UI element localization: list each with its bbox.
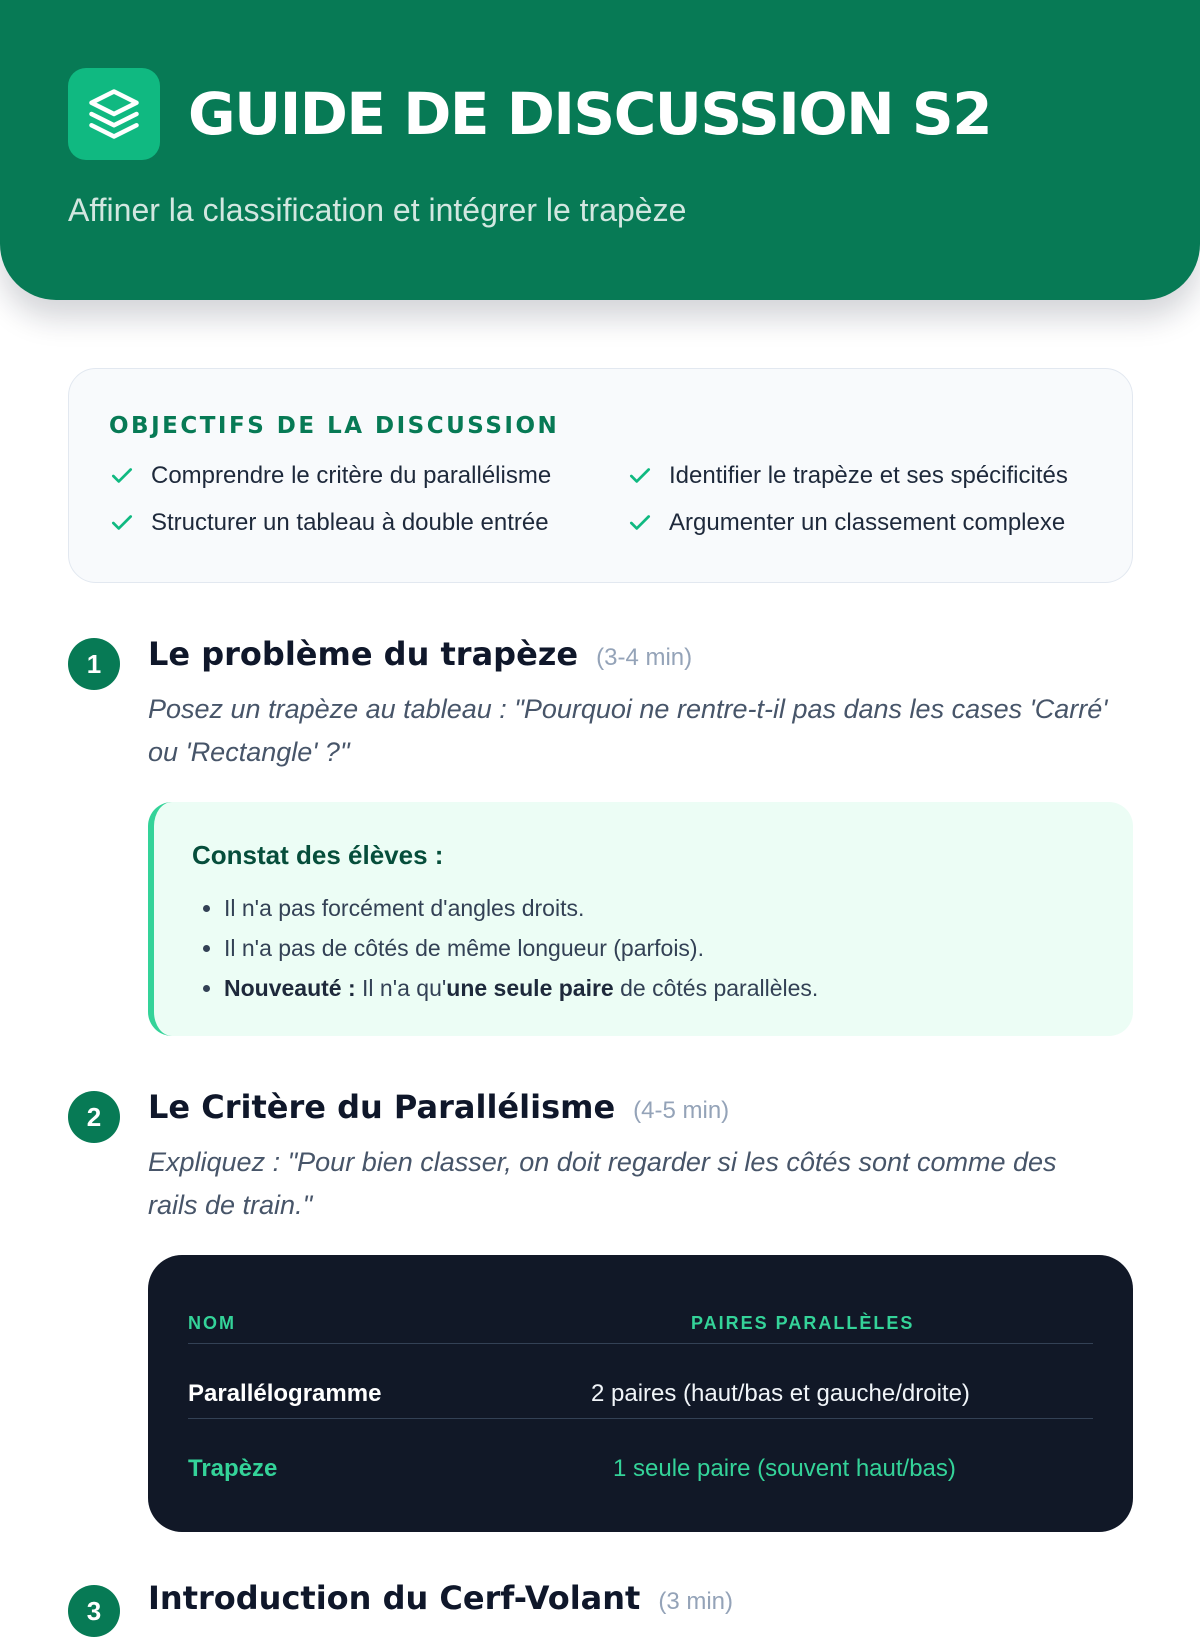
layers-icon (87, 87, 141, 141)
objective-item (109, 461, 551, 491)
page-subtitle: Affiner la classification et intégrer le trapèze (68, 192, 687, 228)
constat-item-emphasis: une seule paire (446, 975, 614, 1001)
check-icon (109, 463, 135, 489)
constat-item-text: de côtés parallèles. (613, 975, 819, 1001)
objective-item (109, 508, 549, 538)
check-icon (627, 510, 653, 536)
step-prompt: Expliquez : "Pour bien classer, on doit regarder si les côtés sont comme des rails de train." (148, 1147, 1057, 1220)
step-duration: (3 min) (658, 1588, 733, 1615)
step-number-badge: 3 (68, 1585, 120, 1637)
objective-label: Identifier le trapèze et ses spécificités (669, 462, 1068, 489)
step-title (148, 1087, 729, 1131)
table-cell-name: Parallélogramme (188, 1380, 382, 1407)
constat-item: • Il n'a pas de côtés de même longueur (parfois). (224, 928, 818, 968)
parallel-pairs-table (148, 1255, 1133, 1532)
step-prompt: Posez un trapèze au tableau : "Pourquoi ne rentre-t-il pas dans les cases 'Carré' ou 'Rectangle' ?" (148, 694, 1108, 767)
constat-item-label: Nouveauté : (224, 975, 356, 1001)
constat-list (224, 888, 818, 1008)
step-duration: (4-5 min) (633, 1097, 730, 1124)
objectives-card (68, 368, 1133, 583)
objective-label: Argumenter un classement complexe (669, 509, 1066, 536)
step-duration: (3-4 min) (596, 644, 693, 671)
step-title (148, 634, 692, 678)
table-cell-pairs: 2 paires (haut/bas et gauche/droite) (591, 1380, 970, 1407)
table-header-name: NOM (188, 1313, 236, 1333)
callout-title: Constat des élèves : (192, 840, 444, 870)
step-number-badge: 2 (68, 1091, 120, 1143)
table-cell-pairs: 1 seule paire (souvent haut/bas) (613, 1455, 956, 1482)
objective-item (627, 461, 1068, 491)
check-icon (109, 510, 135, 536)
step-title (148, 1578, 733, 1622)
page-header (0, 0, 1200, 300)
step-title-text: Le Critère du Parallélisme (148, 1088, 616, 1126)
objectives-heading: OBJECTIFS DE LA DISCUSSION (109, 413, 560, 439)
constat-item-text: Il n'a qu' (355, 975, 447, 1001)
table-cell-name: Trapèze (188, 1455, 278, 1482)
table-divider (188, 1343, 1093, 1344)
page-title: GUIDE DE DISCUSSION S2 (188, 80, 992, 148)
table-header-pairs: PAIRES PARALLÈLES (691, 1313, 915, 1333)
objective-item (627, 508, 1065, 538)
objective-label: Structurer un tableau à double entrée (151, 509, 549, 536)
logo (68, 68, 160, 160)
table-divider (188, 1418, 1093, 1419)
constat-item (224, 968, 818, 1008)
constat-callout (148, 802, 1133, 1036)
constat-item: • Il n'a pas forcément d'angles droits. (224, 888, 818, 928)
step-title-text: Le problème du trapèze (148, 635, 579, 673)
step-title-text: Introduction du Cerf-Volant (148, 1579, 641, 1617)
check-icon (627, 463, 653, 489)
objective-label: Comprendre le critère du parallélisme (151, 462, 552, 489)
step-number-badge: 1 (68, 638, 120, 690)
